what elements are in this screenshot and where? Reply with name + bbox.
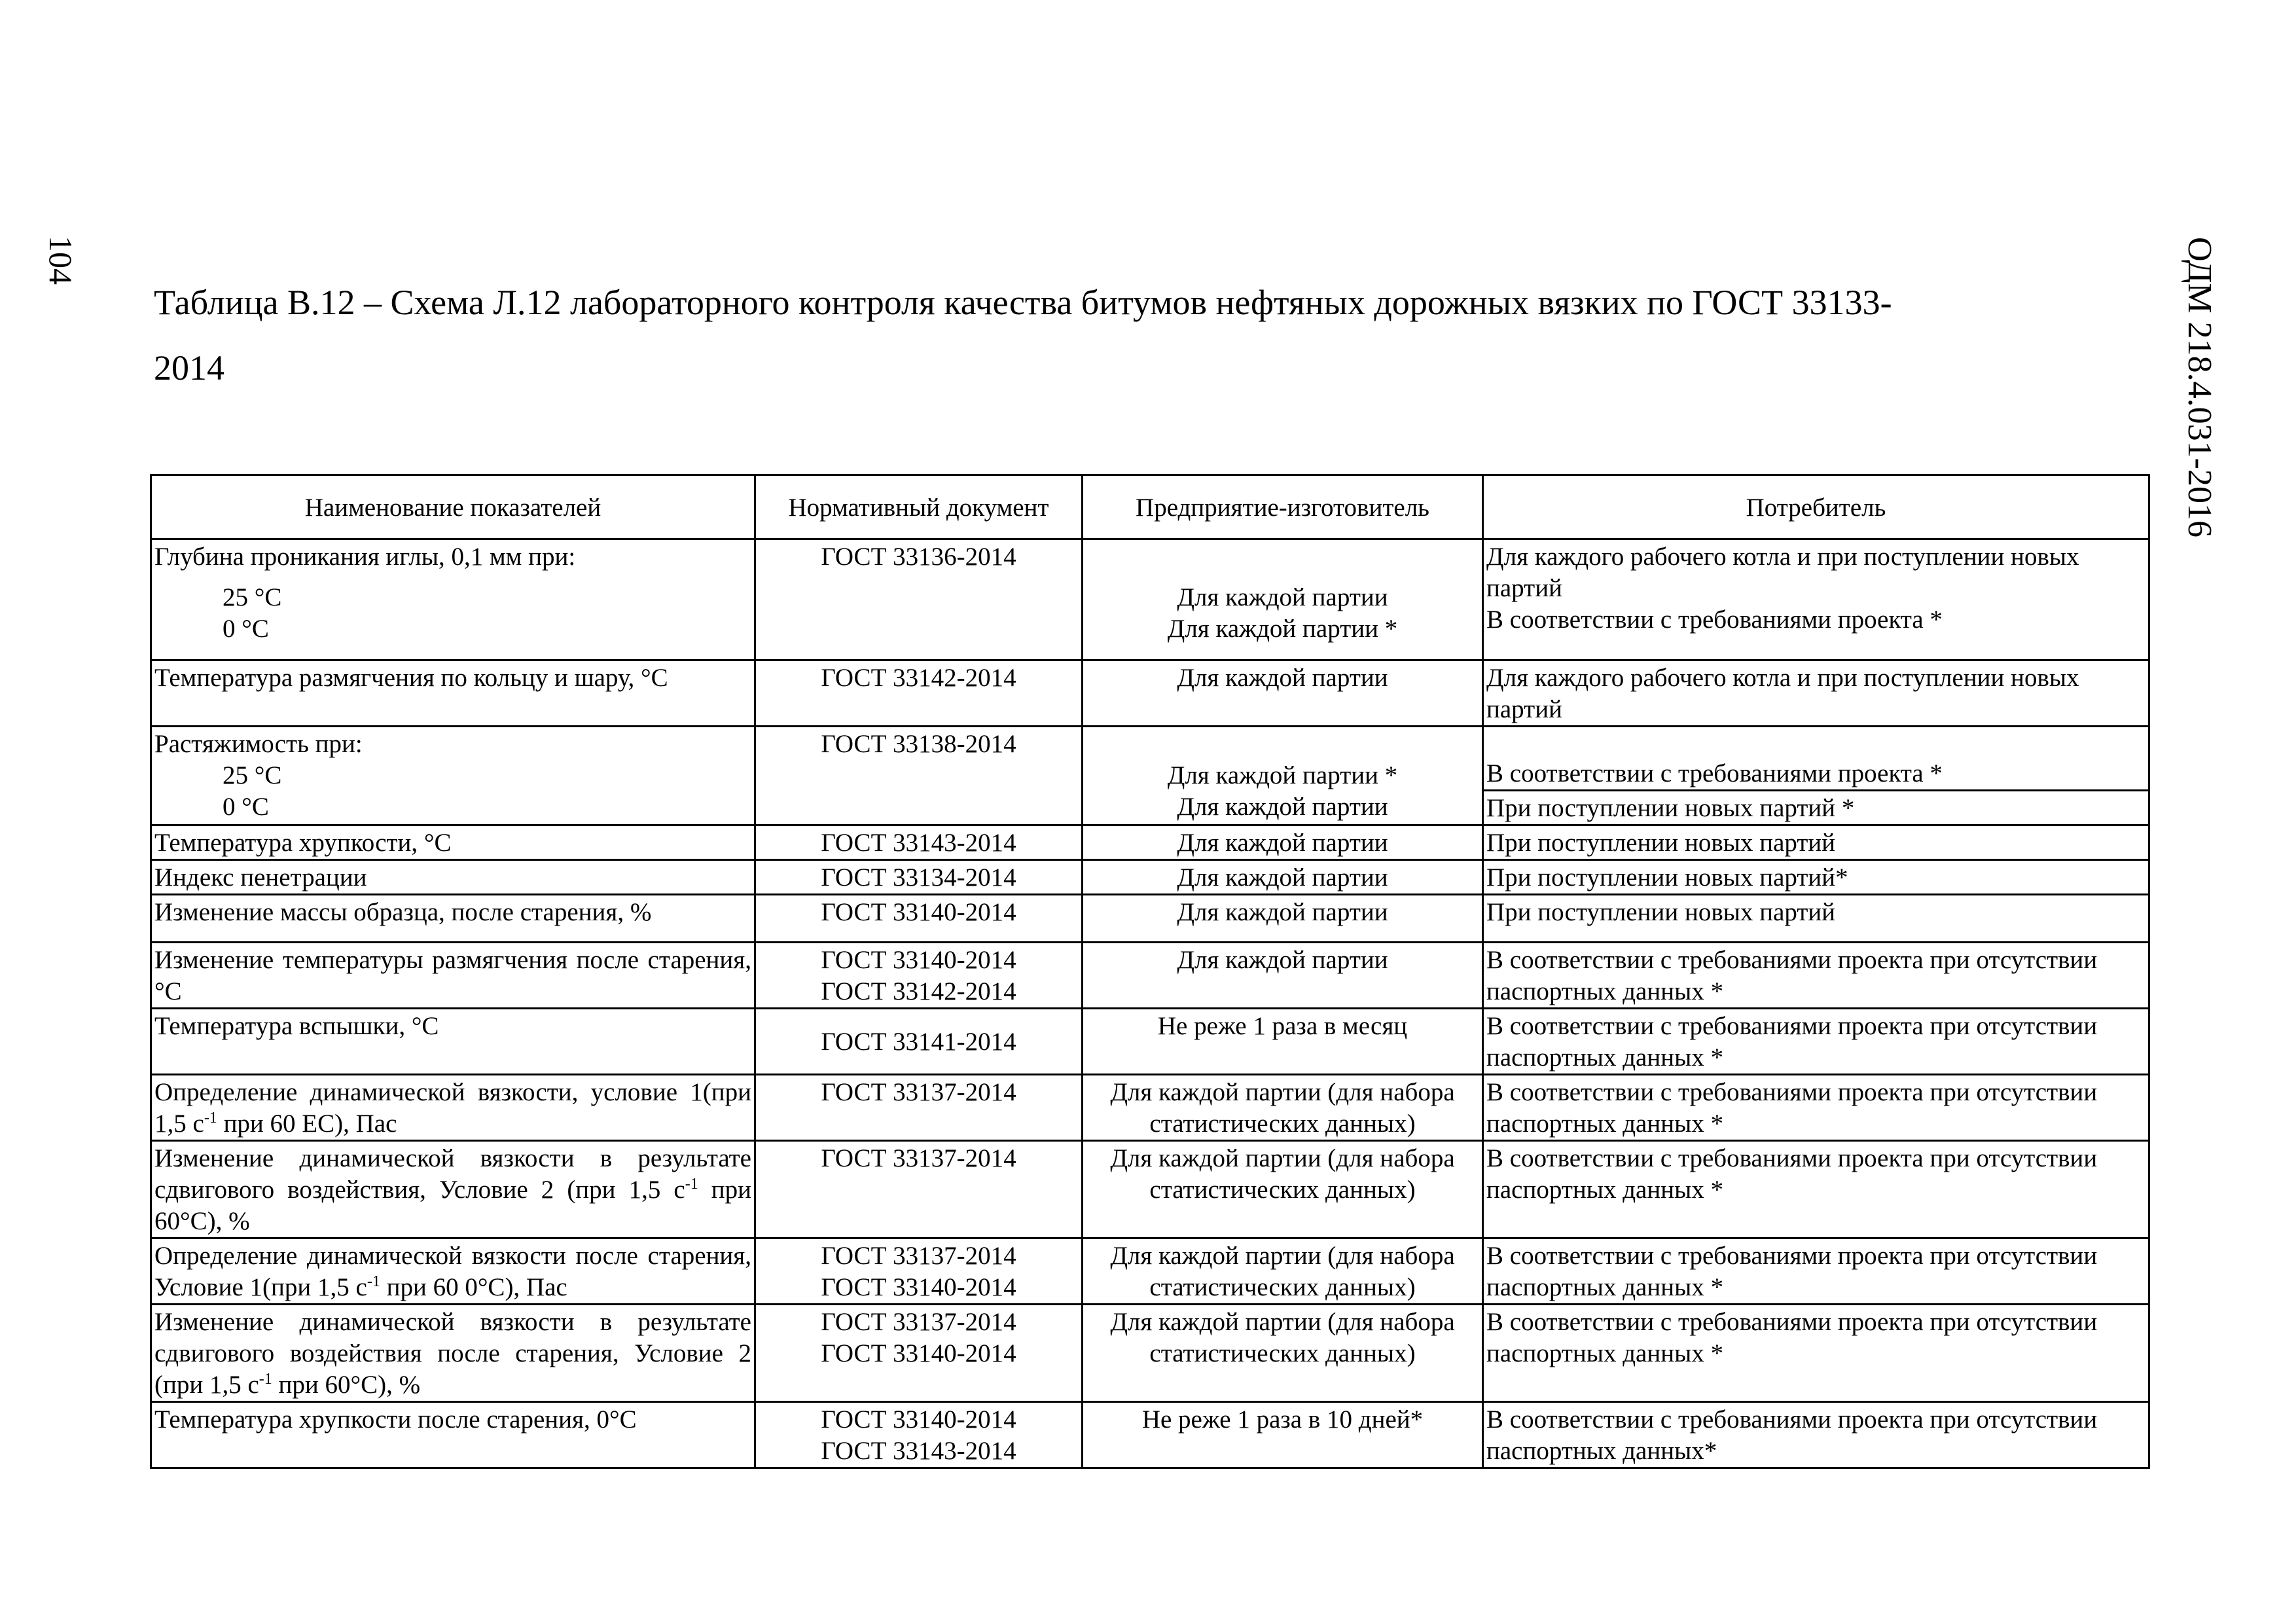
manufacturer-cell: Для каждой партии	[1083, 895, 1483, 943]
manufacturer-sub-2: Для каждой партии *	[1167, 615, 1398, 643]
manufacturer-cell: Для каждой партии	[1083, 860, 1483, 895]
manufacturer-cell: Не реже 1 раза в месяц	[1083, 1009, 1483, 1075]
table-row	[151, 825, 2149, 860]
consumer-cell	[1483, 539, 2149, 660]
table-row	[151, 1009, 2149, 1075]
document-cell	[755, 1238, 1083, 1305]
document-cell: ГОСТ 33143-2014	[755, 825, 1083, 860]
document-cell: ГОСТ 33141-2014	[755, 1009, 1083, 1075]
indicator-sub-25: 25 °С	[223, 583, 282, 611]
consumer-cell: В соответствии с требованиями проекта при отсутствии паспортных данных *	[1483, 1305, 2149, 1402]
indicator-name-part-1: Изменение динамической вязкости в результате сдвигового воздействия, Условие 2 (при 1,5 с	[154, 1144, 751, 1204]
indicator-superscript: -1	[204, 1110, 217, 1127]
consumer-sub-1: Для каждого рабочего котла и при поступлении новых партий	[1486, 543, 2079, 602]
indicator-sub-25: 25 °С	[223, 761, 282, 789]
consumer-cell: В соответствии с требованиями проекта *	[1483, 727, 2149, 791]
indicator-cell: Изменение массы образца, после старения, %	[151, 895, 755, 943]
table-row	[151, 1075, 2149, 1141]
document-line-2: ГОСТ 33140-2014	[821, 1273, 1016, 1301]
table-title-line-2: 2014	[154, 348, 224, 388]
manufacturer-cell: Для каждой партии (для набора статистических данных)	[1083, 1141, 1483, 1238]
table-row	[151, 943, 2149, 1009]
indicator-name: Глубина проникания иглы, 0,1 мм при:	[154, 543, 576, 571]
header-consumer: Потребитель	[1483, 475, 2149, 539]
consumer-cell: Для каждого рабочего котла и при поступлении новых партий	[1483, 660, 2149, 727]
consumer-cell: В соответствии с требованиями проекта при отсутствии паспортных данных *	[1483, 1009, 2149, 1075]
indicator-superscript: -1	[367, 1273, 380, 1290]
manufacturer-cell: Для каждой партии (для набора статистических данных)	[1083, 1075, 1483, 1141]
document-cell: ГОСТ 33137-2014	[755, 1141, 1083, 1238]
header-document: Нормативный документ	[755, 475, 1083, 539]
table-row	[151, 1141, 2149, 1238]
document-line-1: ГОСТ 33140-2014	[821, 1405, 1016, 1434]
header-manufacturer: Предприятие-изготовитель	[1083, 475, 1483, 539]
table-title	[154, 270, 2117, 401]
indicator-name-part-1: Изменение динамической вязкости в результате сдвигового воздействия после старения, Условие 2 (при 1,5 с	[154, 1308, 751, 1399]
indicator-cell: Температура хрупкости после старения, 0°С	[151, 1402, 755, 1468]
table-row	[151, 1238, 2149, 1305]
indicator-cell	[151, 1075, 755, 1141]
document-cell: ГОСТ 33142-2014	[755, 660, 1083, 727]
consumer-cell: При поступлении новых партий*	[1483, 860, 2149, 895]
document-line-2: ГОСТ 33142-2014	[821, 977, 1016, 1005]
indicator-superscript: -1	[685, 1176, 698, 1193]
document-cell: ГОСТ 33136-2014	[755, 539, 1083, 660]
document-line-1: ГОСТ 33137-2014	[821, 1308, 1016, 1336]
indicator-cell: Индекс пенетрации	[151, 860, 755, 895]
table-row	[151, 1402, 2149, 1468]
document-cell	[755, 1402, 1083, 1468]
document-line-1: ГОСТ 33140-2014	[821, 946, 1016, 974]
consumer-cell: При поступлении новых партий *	[1483, 791, 2149, 825]
table-row	[151, 539, 2149, 660]
indicator-name-part-2: при 60 0°С), Пас	[380, 1273, 567, 1301]
consumer-cell: В соответствии с требованиями проекта при отсутствии паспортных данных*	[1483, 1402, 2149, 1468]
manufacturer-cell	[1083, 727, 1483, 825]
document-line-2: ГОСТ 33143-2014	[821, 1437, 1016, 1465]
consumer-cell: В соответствии с требованиями проекта при отсутствии паспортных данных *	[1483, 1075, 2149, 1141]
indicator-cell	[151, 727, 755, 825]
indicator-name-part-2: при 60°С), %	[154, 1176, 751, 1235]
table-header-row	[151, 475, 2149, 539]
indicator-sub-0: 0 °С	[223, 615, 269, 643]
table-row	[151, 860, 2149, 895]
indicator-cell: Температура хрупкости, °С	[151, 825, 755, 860]
indicator-name-part-1: Определение динамической вязкости, условие 1(при 1,5 с	[154, 1078, 751, 1138]
document-cell	[755, 1305, 1083, 1402]
document-cell: ГОСТ 33138-2014	[755, 727, 1083, 825]
manufacturer-sub-2: Для каждой партии	[1177, 793, 1388, 821]
document-code: ОДМ 218.4.031-2016	[2181, 237, 2218, 537]
manufacturer-cell: Для каждой партии	[1083, 660, 1483, 727]
indicator-cell	[151, 1305, 755, 1402]
manufacturer-sub-1: Для каждой партии *	[1167, 761, 1398, 789]
consumer-cell: В соответствии с требованиями проекта при отсутствии паспортных данных *	[1483, 1141, 2149, 1238]
document-cell	[755, 943, 1083, 1009]
manufacturer-cell: Для каждой партии (для набора статистических данных)	[1083, 1238, 1483, 1305]
document-cell: ГОСТ 33137-2014	[755, 1075, 1083, 1141]
manufacturer-cell	[1083, 539, 1483, 660]
document-line-1: ГОСТ 33137-2014	[821, 1242, 1016, 1270]
document-line-2: ГОСТ 33140-2014	[821, 1339, 1016, 1367]
manufacturer-sub-1: Для каждой партии	[1177, 583, 1388, 611]
consumer-cell: При поступлении новых партий	[1483, 895, 2149, 943]
consumer-cell: При поступлении новых партий	[1483, 825, 2149, 860]
table-row	[151, 1305, 2149, 1402]
document-cell: ГОСТ 33134-2014	[755, 860, 1083, 895]
indicator-cell	[151, 1238, 755, 1305]
quality-control-table	[150, 474, 2150, 1469]
manufacturer-cell: Для каждой партии (для набора статистических данных)	[1083, 1305, 1483, 1402]
document-cell: ГОСТ 33140-2014	[755, 895, 1083, 943]
indicator-cell	[151, 1141, 755, 1238]
indicator-superscript: -1	[259, 1371, 272, 1388]
consumer-cell: В соответствии с требованиями проекта при отсутствии паспортных данных *	[1483, 943, 2149, 1009]
table-row	[151, 895, 2149, 943]
indicator-cell: Температура размягчения по кольцу и шару, °С	[151, 660, 755, 727]
indicator-name-part-2: при 60 ЕС), Пас	[217, 1110, 397, 1138]
indicator-name-part-2: при 60°С), %	[272, 1371, 421, 1399]
consumer-cell: В соответствии с требованиями проекта при отсутствии паспортных данных *	[1483, 1238, 2149, 1305]
indicator-sub-0: 0 °С	[223, 793, 269, 821]
indicator-name: Растяжимость при:	[154, 730, 363, 758]
indicator-cell	[151, 539, 755, 660]
indicator-cell: Изменение температуры размягчения после старения, °С	[151, 943, 755, 1009]
table-row	[151, 727, 2149, 791]
manufacturer-cell: Не реже 1 раза в 10 дней*	[1083, 1402, 1483, 1468]
table-title-line-1: Таблица В.12 – Схема Л.12 лабораторного контроля качества битумов нефтяных дорожных вязких по ГОСТ 33133-	[154, 283, 1892, 322]
indicator-name-part-1: Определение динамической вязкости после старения, Условие 1(при 1,5 с	[154, 1242, 751, 1301]
page-number: 104	[43, 236, 79, 285]
manufacturer-cell: Для каждой партии	[1083, 943, 1483, 1009]
header-indicator: Наименование показателей	[151, 475, 755, 539]
manufacturer-cell: Для каждой партии	[1083, 825, 1483, 860]
table-row	[151, 660, 2149, 727]
consumer-sub-2: В соответствии с требованиями проекта *	[1486, 605, 1943, 634]
indicator-cell: Температура вспышки, °С	[151, 1009, 755, 1075]
